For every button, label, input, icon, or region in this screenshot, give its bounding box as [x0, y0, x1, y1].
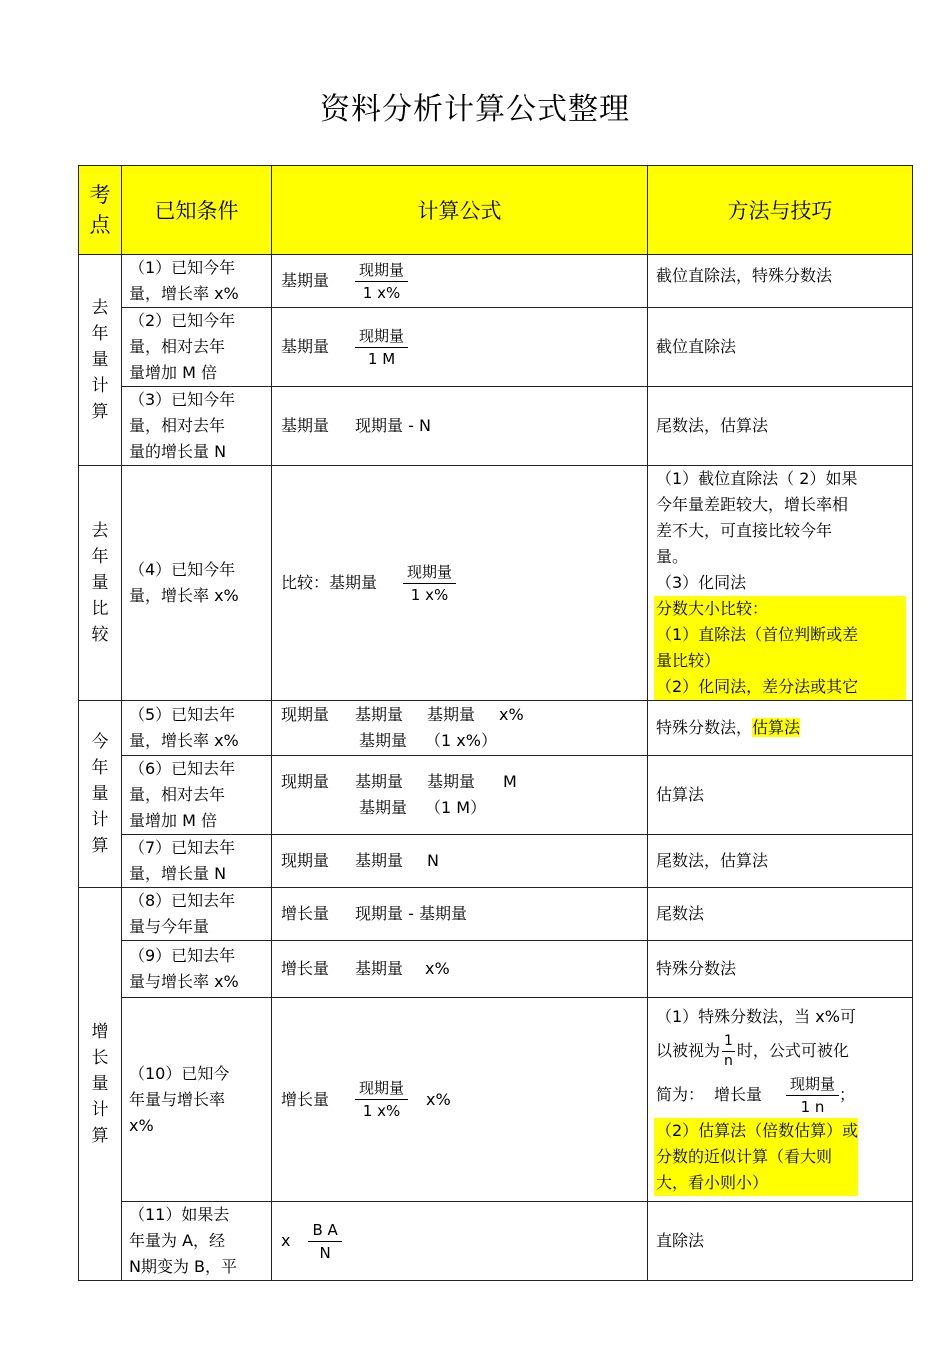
header-method: 方法与技巧 — [648, 166, 913, 255]
formula-cell: 增长量 基期量 x% — [272, 941, 648, 998]
highlight: 估算法 — [752, 718, 801, 737]
condition-cell: （5）已知去年 量，增长率 x% — [122, 701, 272, 756]
highlight-block: 分数大小比较： （1）直除法（首位判断或差 量比较） （2）化同法，差分法或其它 — [654, 596, 906, 700]
method-cell: 截位直除法 — [648, 308, 913, 387]
method-cell: 估算法 — [648, 756, 913, 835]
table-row — [79, 701, 913, 756]
condition-cell: （4）已知今年 量，增长率 x% — [122, 466, 272, 701]
method-cell: 尾数法，估算法 — [648, 387, 913, 466]
formula-cell: 现期量 基期量 基期量 M 基期量 （1 M） — [272, 756, 648, 835]
header-formula: 计算公式 — [272, 166, 648, 255]
formula-cell: 基期量 现期量 - N — [272, 387, 648, 466]
method-cell: 特殊分数法 — [648, 941, 913, 998]
table-row — [79, 888, 913, 941]
formula-cell: 增长量 $\frac{\text{现期量}}{1 x\%}$ x% — [272, 998, 648, 1202]
method-cell: 尾数法，估算法 — [648, 835, 913, 888]
category-last-year-compare: 去 年 量 比 较 — [79, 466, 122, 701]
table-row — [79, 1202, 913, 1281]
table-row — [79, 255, 913, 308]
formula-table — [78, 165, 913, 1281]
highlight-block: （2）估算法（倍数估算）或 分数的近似计算（看大则 大，看小则小） — [654, 1118, 858, 1196]
formula-cell: 基期量 $\frac{\text{现期量}}{1 x\%}$ — [272, 255, 648, 308]
header-kaodian: 考 点 — [79, 166, 122, 255]
formula-cell: x $\frac{\text{B A}}{N}$ — [272, 1202, 648, 1281]
method-cell: 特殊分数法，估算法 — [648, 701, 913, 756]
category-this-year-calc: 今 年 量 计 算 — [79, 701, 122, 888]
condition-cell: （1）已知今年 量，增长率 x% — [122, 255, 272, 308]
condition-cell: （11）如果去 年量为 A，经 N期变为 B，平 — [122, 1202, 272, 1281]
table-row — [79, 387, 913, 466]
table-row — [79, 998, 913, 1202]
page-title: 资料分析计算公式整理 — [320, 92, 630, 127]
header-row — [79, 166, 913, 255]
table-row — [79, 756, 913, 835]
formula-cell: 现期量 基期量 N — [272, 835, 648, 888]
table-row — [79, 941, 913, 998]
method-cell: 尾数法 — [648, 888, 913, 941]
category-last-year-calc: 去 年 量 计 算 — [79, 255, 122, 466]
method-cell: 截位直除法，特殊分数法 — [648, 255, 913, 308]
method-cell: （1）截位直除法（ 2）如果 今年量差距较大，增长率相 差不大，可直接比较今年 量。 （3）化同法 分数大小比较： （1）直除法（首位判断或差 量比较） （2）化同法，差分法或其它 — [648, 466, 913, 701]
method-cell: （1）特殊分数法，当 x%可 以被视为 $\frac{1}{n}$ 时，公式可被化 简为： 增长量 $\frac{\text{现期量}}{1 n}$ ； （2）估算法（倍数估算）或 分数的近似计算（看大则 大，看小则小） — [648, 998, 913, 1202]
table-row — [79, 308, 913, 387]
condition-cell: （9）已知去年 量与增长率 x% — [122, 941, 272, 998]
condition-cell: （3）已知今年 量，相对去年 量的增长量 N — [122, 387, 272, 466]
table-row — [79, 835, 913, 888]
formula-cell: 比较：基期量 $\frac{\text{现期量}}{1 x\%}$ — [272, 466, 648, 701]
formula-cell: 基期量 $\frac{\text{现期量}}{1 M}$ — [272, 308, 648, 387]
category-increment-calc: 增 长 量 计 算 — [79, 888, 122, 1281]
header-known: 已知条件 — [122, 166, 272, 255]
condition-cell: （8）已知去年 量与今年量 — [122, 888, 272, 941]
condition-cell: （2）已知今年 量，相对去年 量增加 M 倍 — [122, 308, 272, 387]
condition-cell: （10）已知今 年量与增长率 x% — [122, 998, 272, 1202]
table-row — [79, 466, 913, 701]
formula-cell: 增长量 现期量 - 基期量 — [272, 888, 648, 941]
formula-cell: 现期量 基期量 基期量 x% 基期量 （1 x%） — [272, 701, 648, 756]
condition-cell: （7）已知去年 量，增长量 N — [122, 835, 272, 888]
method-cell: 直除法 — [648, 1202, 913, 1281]
condition-cell: （6）已知去年 量，相对去年 量增加 M 倍 — [122, 756, 272, 835]
